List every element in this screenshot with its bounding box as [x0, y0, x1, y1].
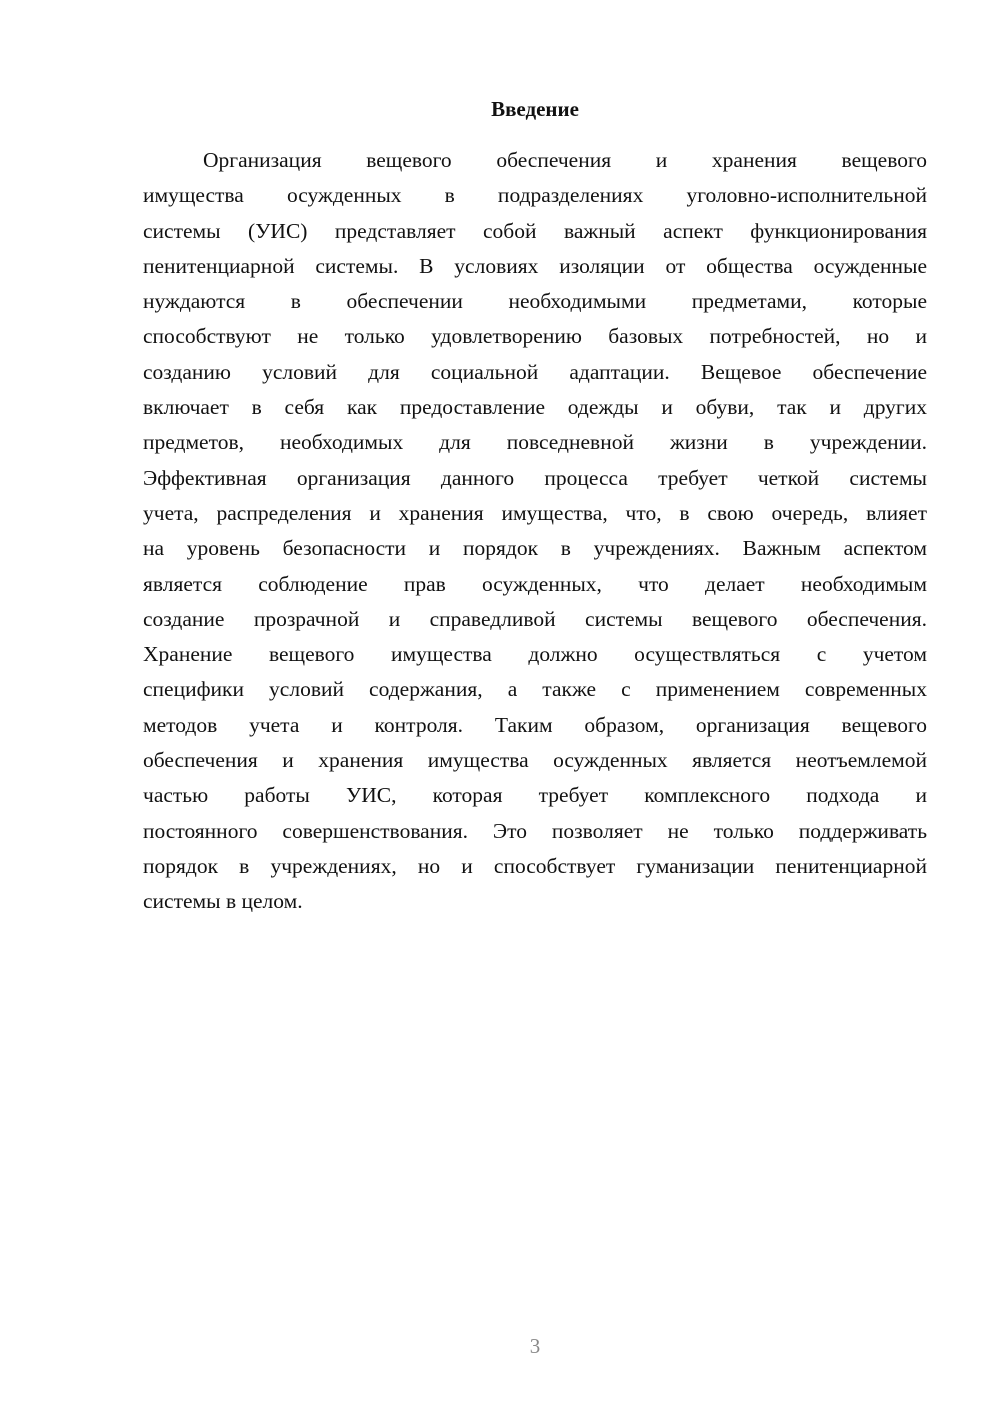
paragraph-line: системы (УИС) представляет собой важный аспект функционирования	[143, 218, 927, 243]
paragraph-line: обеспечения и хранения имущества осужденных является неотъемлемой	[143, 748, 927, 773]
paragraph-line: Организация вещевого обеспечения и хранения вещевого	[203, 148, 927, 172]
paragraph-line: предметов, необходимых для повседневной жизни в учреждении.	[143, 430, 927, 455]
paragraph-line: способствуют не только удовлетворению базовых потребностей, но и	[143, 324, 927, 349]
paragraph-line: специфики условий содержания, а также с применением современных	[143, 677, 927, 702]
paragraph-line: нуждаются в обеспечении необходимыми предметами, которые	[143, 289, 927, 314]
paragraph-line: создание прозрачной и справедливой системы вещевого обеспечения.	[143, 606, 927, 631]
paragraph-line: порядок в учреждениях, но и способствует гуманизации пенитенциарной	[143, 853, 927, 878]
paragraph-line: системы в целом.	[143, 889, 303, 914]
paragraph-line: методов учета и контроля. Таким образом, организация вещевого	[143, 712, 927, 737]
paragraph-line: постоянного совершенствования. Это позволяет не только поддерживать	[143, 818, 927, 843]
paragraph-line: на уровень безопасности и порядок в учреждениях. Важным аспектом	[143, 536, 927, 561]
paragraph-line: пенитенциарной системы. В условиях изоляции от общества осужденные	[143, 253, 927, 278]
paragraph-line: Эффективная организация данного процесса требует четкой системы	[143, 465, 927, 490]
paragraph-line: созданию условий для социальной адаптации. Вещевое обеспечение	[143, 359, 927, 384]
section-heading: Введение	[491, 97, 579, 121]
paragraph-line: имущества осужденных в подразделениях уголовно-исполнительной	[143, 183, 927, 208]
paragraph-line: включает в себя как предоставление одежды и обуви, так и других	[143, 395, 927, 420]
paragraph-line: частью работы УИС, которая требует комплексного подхода и	[143, 783, 927, 808]
paragraph-line: учета, распределения и хранения имущества, что, в свою очередь, влияет	[143, 500, 927, 525]
body-paragraph	[143, 143, 927, 920]
paragraph-line: является соблюдение прав осужденных, что делает необходимым	[143, 571, 927, 596]
page-number: 3	[529, 1334, 541, 1358]
paragraph-line: Хранение вещевого имущества должно осуществляться с учетом	[143, 642, 927, 667]
